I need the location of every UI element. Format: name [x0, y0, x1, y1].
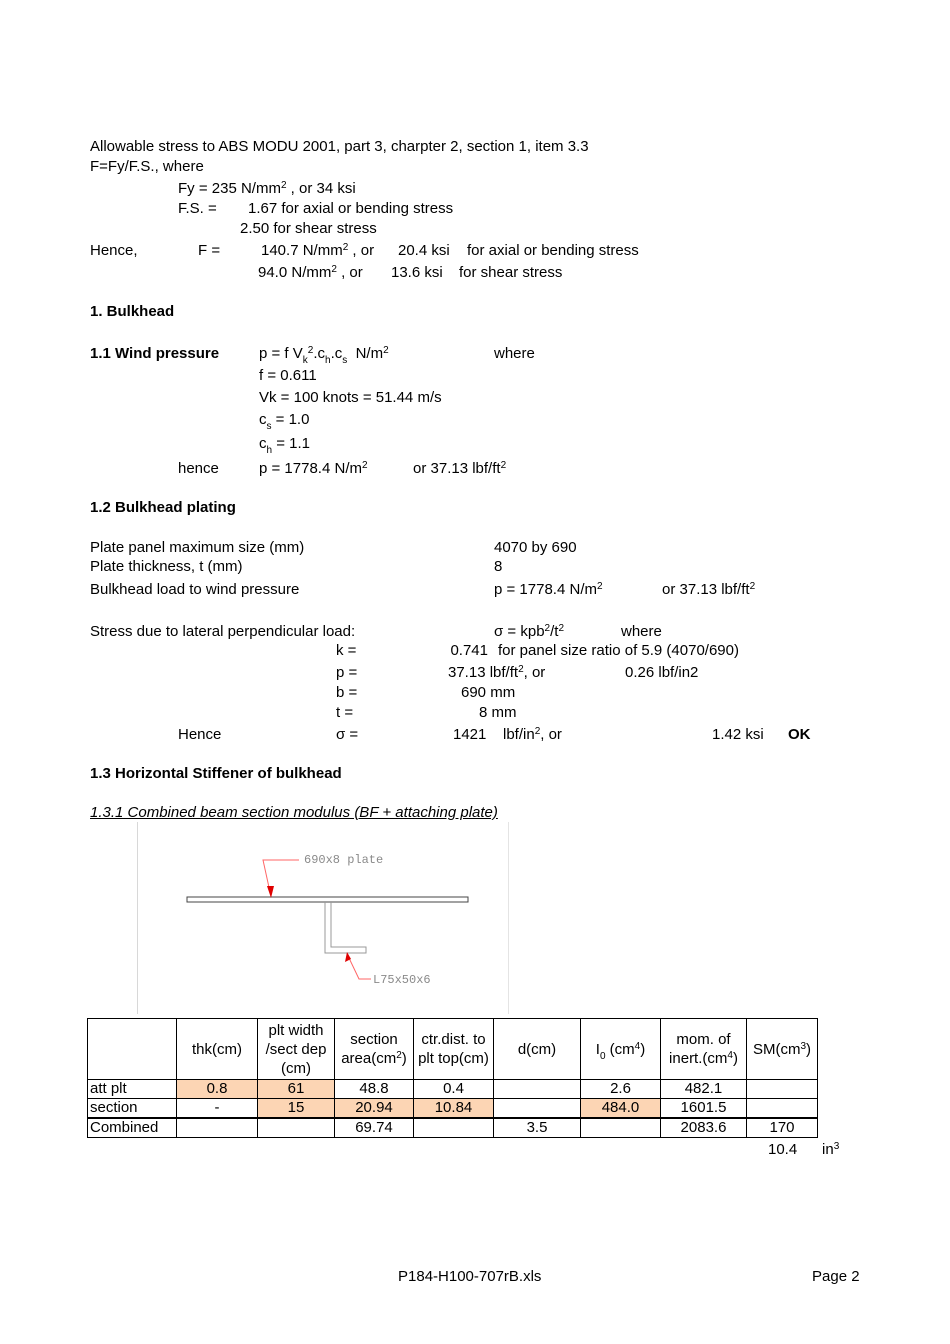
- f-label: F =: [198, 242, 221, 259]
- panel-size-label: Plate panel maximum size (mm): [90, 539, 305, 556]
- b-value: 690 mm: [461, 684, 516, 701]
- cell-thk: 0.8: [177, 1080, 258, 1099]
- header-moment-inertia: mom. of $inert.(cm^4)$: [661, 1019, 747, 1080]
- cell-d: 3.5: [494, 1118, 581, 1138]
- fs-value-1: 1.67 for axial or bending stress: [248, 200, 454, 217]
- header-blank: [88, 1019, 177, 1080]
- hence-label-2: hence: [178, 460, 219, 477]
- section-1-title: 1. Bulkhead: [90, 303, 175, 320]
- table-row: [88, 1080, 818, 1099]
- cell-d: [494, 1080, 581, 1099]
- plate-shape: [187, 897, 468, 902]
- plate-thickness-label: Plate thickness, t (mm): [90, 558, 243, 575]
- t-label: t =: [336, 704, 354, 721]
- cell-moment: 1601.5: [661, 1099, 747, 1119]
- f-shear-note: for shear stress: [459, 264, 563, 281]
- header-thk: thk(cm): [177, 1019, 258, 1080]
- section-1-1-title: 1.1 Wind pressure: [90, 345, 220, 362]
- cell-thk: -: [177, 1099, 258, 1119]
- k-label: k =: [336, 642, 357, 659]
- section-1-3-title: 1.3 Horizontal Stiffener of bulkhead: [90, 765, 342, 782]
- header-line-1: Allowable stress to ABS MODU 2001, part 3, charpter 2, section 1, item 3.3: [90, 138, 589, 155]
- p-label: p =: [336, 664, 358, 681]
- plate-label: 690x8 plate: [304, 853, 384, 867]
- cell-area: 69.74: [335, 1118, 414, 1138]
- panel-size-value: 4070 by 690: [494, 539, 577, 556]
- sigma-ksi: 1.42 ksi: [712, 726, 764, 743]
- header-ctr-dist: ctr.dist. to plt top(cm): [414, 1019, 494, 1080]
- header-line-2: F=Fy/F.S., where: [90, 158, 204, 175]
- cell-i0: 484.0: [581, 1099, 661, 1119]
- f-shear-ksi: 13.6 ksi: [391, 264, 443, 281]
- k-value: 0.741: [450, 642, 488, 659]
- f-value: f = 0.611: [259, 367, 317, 384]
- hence-label-3: Hence: [178, 726, 222, 743]
- cell-ctr-dist: 10.84: [414, 1099, 494, 1119]
- cell-i0: [581, 1118, 661, 1138]
- cell-i0: 2.6: [581, 1080, 661, 1099]
- hence-label: Hence,: [90, 242, 138, 259]
- wind-pressure-result: p = 1778.4 $N/m^2$: [259, 460, 368, 477]
- cell-sm: [747, 1099, 818, 1119]
- table-header-row: [88, 1019, 818, 1080]
- sigma-unit: lbf/$in^2$, or: [503, 726, 562, 743]
- bulkhead-load-value: p = 1778.4 $N/m^2$: [494, 581, 603, 598]
- section-modulus-table: [87, 1018, 818, 1138]
- cell-thk: [177, 1118, 258, 1138]
- fs-value-2: 2.50 for shear stress: [240, 220, 377, 237]
- sigma-label: σ =: [336, 726, 359, 743]
- p-value-psi: 0.26 lbf/in2: [625, 664, 699, 681]
- b-label: b =: [336, 684, 358, 701]
- stiffener-section-figure: [137, 822, 509, 1014]
- ok-badge: OK: [788, 726, 811, 743]
- f-axial-ksi: 20.4 ksi: [398, 242, 450, 259]
- cell-ctr-dist: [414, 1118, 494, 1138]
- plate-thickness-value: 8: [494, 558, 503, 575]
- cell-ctr-dist: 0.4: [414, 1080, 494, 1099]
- angle-label: L75x50x6: [373, 973, 431, 987]
- cell-plate-width: 15: [258, 1099, 335, 1119]
- ch-value: $c_h = 1.1$: [259, 435, 311, 456]
- fs-label: F.S. =: [178, 200, 217, 217]
- sm-inches-unit: $in^3$: [822, 1141, 840, 1158]
- cell-plate-width: [258, 1118, 335, 1138]
- t-value: 8 mm: [479, 704, 517, 721]
- cell-d: [494, 1099, 581, 1119]
- bulkhead-load-imperial: or 37.13 lbf/$ft^2$: [662, 581, 756, 598]
- footer-page-number: Page 2: [812, 1268, 860, 1285]
- header-i0: $I_0$ $(cm^4)$: [581, 1019, 661, 1080]
- cs-value: $c_s = 1.0$: [259, 411, 310, 432]
- p-value: 37.13 lbf/$ft^2$, or: [448, 664, 546, 681]
- header-d: d(cm): [494, 1019, 581, 1080]
- angle-shape: [325, 902, 366, 953]
- section-1-2-title: 1.2 Bulkhead plating: [90, 499, 236, 516]
- stress-formula: $\sigma = kpb^2/t^2$: [494, 623, 565, 640]
- cell-area: 48.8: [335, 1080, 414, 1099]
- footer-filename: P184-H100-707rB.xls: [398, 1268, 542, 1285]
- cell-moment: 2083.6: [661, 1118, 747, 1138]
- fy-line: Fy = 235 $N/mm^2$ , or 34 ksi: [178, 180, 356, 197]
- table-row: [88, 1099, 818, 1119]
- section-1-3-1-title: 1.3.1 Combined beam section modulus (BF + attaching plate): [90, 804, 498, 821]
- plate-leader-arrow: [267, 886, 274, 898]
- stress-where: where: [621, 623, 662, 640]
- sigma-value: 1421: [453, 726, 487, 743]
- cell-plate-width: 61: [258, 1080, 335, 1099]
- sm-inches-value: 10.4: [768, 1141, 798, 1158]
- cell-area: 20.94: [335, 1099, 414, 1119]
- where-label: where: [494, 345, 535, 362]
- cell-moment: 482.1: [661, 1080, 747, 1099]
- wind-pressure-imperial: or 37.13 lbf/$ft^2$: [413, 460, 507, 477]
- header-plate-width: plt width /sect dep (cm): [258, 1019, 335, 1080]
- stress-label: Stress due to lateral perpendicular load:: [90, 623, 356, 640]
- cell-sm: [747, 1080, 818, 1099]
- f-axial: 140.7 $N/mm^2$ , or: [261, 242, 375, 259]
- vk-value: Vk = 100 knots = 51.44 m/s: [259, 389, 442, 406]
- angle-leader: [349, 958, 371, 979]
- table-row: [88, 1118, 818, 1138]
- bulkhead-load-label: Bulkhead load to wind pressure: [90, 581, 300, 598]
- header-sm: $SM(cm^3)$: [747, 1019, 818, 1080]
- header-section-area: section $area(cm^2)$: [335, 1019, 414, 1080]
- k-note: for panel size ratio of 5.9 (4070/690): [498, 642, 739, 659]
- cell-sm: 170: [747, 1118, 818, 1138]
- f-axial-note: for axial or bending stress: [467, 242, 639, 259]
- row-label: Combined: [88, 1118, 177, 1138]
- row-label: section: [88, 1099, 177, 1119]
- row-label: att plt: [88, 1080, 177, 1099]
- f-shear: 94.0 $N/mm^2$ , or: [258, 264, 363, 281]
- wind-formula: p = f $V_k^2.c_h.c_s$ $N/m^2$: [259, 345, 389, 366]
